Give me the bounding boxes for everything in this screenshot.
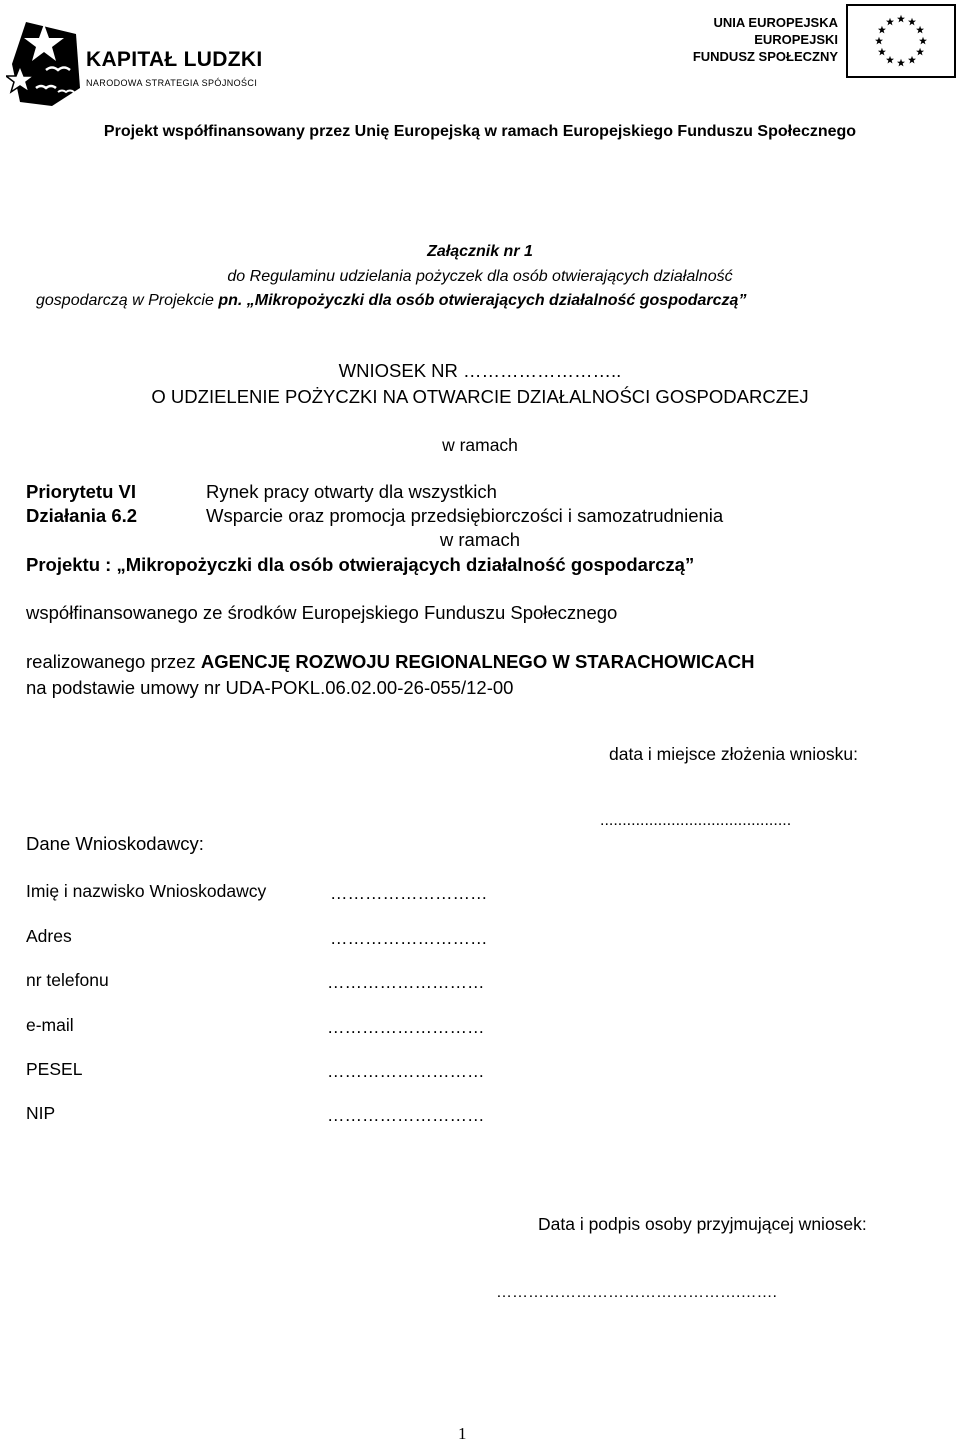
eu-efs-logo [690, 4, 956, 80]
implemented-prefix: realizowanego przez [26, 651, 201, 672]
signature-label: Data i podpis osoby przyjmującej wniosek: [538, 1214, 867, 1234]
annex-title: Załącznik nr 1 [427, 243, 533, 260]
kapital-ludzki-emblem-icon [6, 18, 84, 110]
page-number: 1 [458, 1424, 467, 1443]
eu-star-icon [886, 18, 894, 26]
eu-star-icon [878, 26, 886, 34]
w-ramach-label-2: w ramach [439, 529, 521, 550]
eu-star-icon [897, 15, 905, 23]
field-label-nip: NIP [26, 1103, 56, 1123]
eu-logo-text [693, 14, 838, 65]
project-line: Projektu : „Mikropożyczki dla osób otwierających działalność gospodarczą” [26, 554, 695, 575]
cofinanced-line: współfinansowanego ze środków Europejskiego Funduszu Społecznego [26, 602, 618, 623]
eu-flag-icon [846, 4, 956, 78]
contract-line: na podstawie umowy nr UDA-POKL.06.02.00-26-055/12-00 [26, 677, 514, 698]
field-value-name[interactable]: ……………………… [330, 883, 488, 903]
annex-line2-prefix: gospodarczą w Projekcie [36, 292, 219, 309]
field-value-pesel[interactable]: ……………………… [327, 1061, 485, 1081]
action-value: Wsparcie oraz promocja przedsiębiorczości i samozatrudnienia [206, 505, 724, 526]
application-number: WNIOSEK NR …………………….. [338, 360, 622, 381]
annex-line1: do Regulaminu udzielania pożyczek dla osób otwierających działalność [227, 268, 733, 285]
eu-star-icon [908, 18, 916, 26]
cofinancing-banner: Projekt współfinansowany przez Unię Europejską w ramach Europejskiego Funduszu Społecznego [103, 123, 857, 140]
eu-star-icon [919, 37, 927, 45]
field-label-name: Imię i nazwisko Wnioskodawcy [26, 881, 267, 901]
action-label: Działania 6.2 [26, 505, 138, 526]
field-label-address: Adres [26, 926, 72, 946]
w-ramach-label: w ramach [442, 435, 518, 455]
field-value-address[interactable]: ……………………… [330, 928, 488, 948]
eu-logo-line1: UNIA EUROPEJSKA [713, 15, 838, 30]
submission-date-label: data i miejsce złożenia wniosku: [609, 744, 859, 764]
eu-star-icon [908, 56, 916, 64]
eu-star-icon [878, 48, 886, 56]
eu-star-icon [897, 59, 905, 67]
kapital-ludzki-logo [6, 18, 266, 110]
eu-star-icon [916, 48, 924, 56]
field-label-phone: nr telefonu [26, 970, 109, 990]
implemented-line [26, 651, 754, 673]
application-title: O UDZIELENIE POŻYCZKI NA OTWARCIE DZIAŁALNOŚCI GOSPODARCZEJ [151, 386, 809, 407]
field-value-phone[interactable]: ……………………… [327, 972, 485, 992]
field-label-pesel: PESEL [26, 1059, 83, 1079]
field-value-nip[interactable]: ……………………… [327, 1105, 485, 1125]
kapital-ludzki-subtitle: NARODOWA STRATEGIA SPÓJNOŚCI [86, 78, 258, 88]
eu-star-icon [875, 37, 883, 45]
priority-value: Rynek pracy otwarty dla wszystkich [206, 481, 497, 502]
field-value-email[interactable]: ……………………… [327, 1017, 485, 1037]
implementing-agency: AGENCJĘ ROZWOJU REGIONALNEGO W STARACHOWICACH [200, 651, 755, 672]
kapital-ludzki-title: KAPITAŁ LUDZKI [86, 48, 263, 71]
eu-star-icon [916, 26, 924, 34]
eu-logo-line2: EUROPEJSKI [754, 32, 838, 47]
field-label-email: e-mail [26, 1015, 74, 1035]
eu-star-icon [886, 56, 894, 64]
priority-label: Priorytetu VI [26, 481, 136, 502]
signature-dots[interactable]: ……………………………………….……. [496, 1284, 777, 1301]
eu-logo-line3: FUNDUSZ SPOŁECZNY [692, 49, 838, 64]
annex-line2-project-name: pn. „Mikropożyczki dla osób otwierających działalność gospodarczą” [218, 292, 747, 309]
submission-date-dots[interactable]: ........................................... [600, 812, 792, 829]
applicant-heading: Dane Wnioskodawcy: [26, 833, 204, 854]
annex-line2 [36, 292, 746, 310]
